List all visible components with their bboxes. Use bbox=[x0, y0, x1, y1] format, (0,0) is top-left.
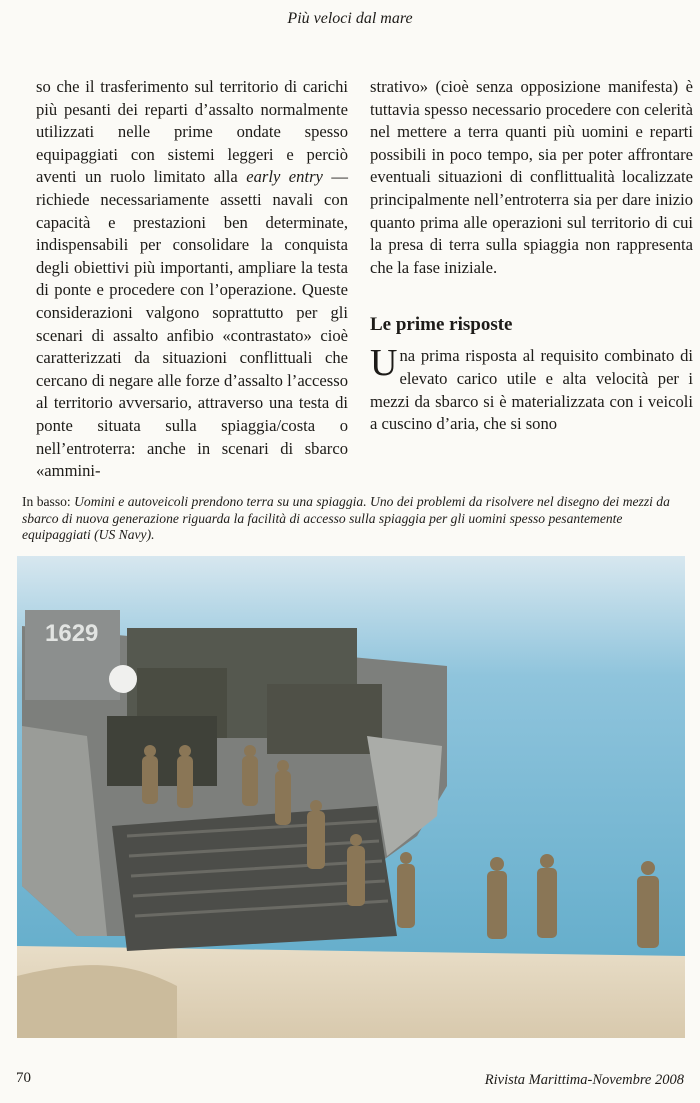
hull-number: 1629 bbox=[45, 620, 99, 647]
caption-lead: In basso: bbox=[22, 494, 71, 509]
landing-craft-illustration bbox=[17, 556, 685, 1038]
page-number: 70 bbox=[16, 1070, 31, 1086]
section-paragraph bbox=[370, 342, 693, 435]
right-text-column bbox=[370, 76, 693, 436]
left-paragraph bbox=[36, 76, 348, 483]
section-heading: Le prime risposte bbox=[370, 314, 513, 336]
drop-cap: U bbox=[370, 342, 398, 385]
italic-term: early entry bbox=[246, 167, 323, 187]
right-continuation-paragraph: strativo» (cioè senza opposizione manifesta) è tuttavia spesso necessario procedere con celerità nel mettere a terra quanti più uomini e reparti possibili in poco tempo, sia per poter affrontare eventuali situazioni di conflittualità localizzate principalmente nell’entroterra sia per dare inizio quanto prima alle operazioni sul territorio di cui la presa di terra sulla spiaggia non rappresenta che la fase iniziale. bbox=[370, 77, 693, 277]
publication-name: Rivista Marittima-Novembre 2008 bbox=[484, 1072, 684, 1088]
running-title: Più veloci dal mare bbox=[287, 10, 413, 27]
left-text-column bbox=[36, 76, 348, 483]
left-text-part-1: so che il trasferimento sul territorio di carichi più pesanti dei reparti d’assalto normalmente utilizzati nelle prime ondate spesso equipaggiati con sistemi leggeri e perciò aventi un ruolo limitato alla bbox=[36, 77, 348, 187]
caption-body: Uomini e autoveicoli prendono terra su una spiaggia. Uno dei problemi da risolvere nel disegno dei mezzi da sbarco di nuova generazione riguarda la facilità di accesso sulla spiaggia per gli uomini spesso pesantemente equipaggiati (US Navy). bbox=[22, 494, 670, 542]
left-text-part-2: — richiede necessariamente assetti navali con capacità e prestazioni ben determinate, indispensabili per consolidare la conquista degli obiettivi più importanti, ampliare la testa di ponte e procedere con l’operazione. Queste considerazioni valgono soprattutto per gli scenari di assalto anfibio «contrastato» cioè caratterizzati da situazioni conflittuali che cercano di negare alle forze d’assalto l’accesso al territorio avversario, attraverso una testa di ponte situata sulla spiaggia/costa o nell’entroterra: anche in scenari di sbarco «ammini- bbox=[36, 167, 348, 481]
sand-dune bbox=[17, 965, 177, 1038]
landing-craft-photo bbox=[17, 556, 685, 1038]
photo-caption bbox=[22, 494, 682, 544]
section-paragraph-text: na prima risposta al requisito combinato di elevato carico utile e alta velocità per i mezzi da sbarco si è materializzata con i veicoli a cuscino d’aria, che si sono bbox=[370, 346, 693, 434]
landing-craft bbox=[22, 610, 447, 951]
